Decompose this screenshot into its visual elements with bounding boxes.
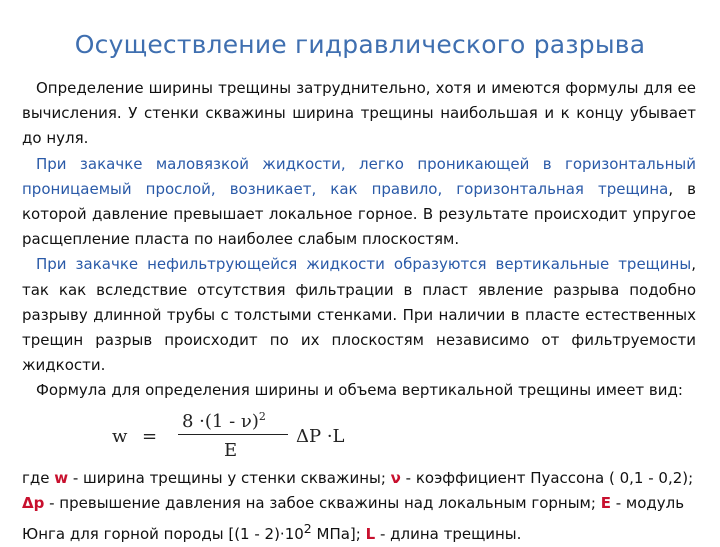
slide-body [22, 76, 696, 547]
legend-text-4: - превышение давления на забое скважины над локальным горным; [44, 493, 601, 512]
formula-equals: = [142, 425, 158, 447]
paragraph-formula-intro: Формула для определения ширины и объема вертикальной трещины имеет вид: [36, 381, 683, 400]
formula-numerator [182, 404, 266, 434]
legend-text-5: - модуль Юнга для горной породы [(1 - 2)·10 [22, 493, 685, 544]
slide-title: Осуществление гидравлического разрыва [74, 30, 646, 59]
legend-text-3: - коэффициент Пуассона ( 0,1 - 0,2); [400, 468, 694, 487]
formula-exponent: 2 [258, 409, 266, 423]
formula-legend [22, 466, 696, 547]
paragraph-crack-width: Определение ширины трещины затруднительно, хотя и имеются формулы для ее вычисления. У стенки скважины ширина трещины наибольшая и к концу убывает до нуля. [22, 79, 696, 148]
legend-text-6: МПа]; [311, 525, 366, 544]
symbol-w: w [54, 468, 69, 487]
formula-numerator-text: 8 ·(1 - ν) [182, 410, 259, 432]
formula-denominator: E [224, 439, 238, 461]
paragraph-vertical-crack [22, 252, 696, 378]
fraction-bar [178, 434, 288, 435]
legend-exponent: 2 [303, 521, 312, 537]
paragraph-vertical-crack-text: , так как вследствие отсутствия фильтрации в пласт явление разрыва подобно разрыву длинной трубы с толстыми стенками. При наличии в пласте естественных трещин разрыв происходит по их плоскостям независимо от фильтруемости жидкости. [22, 255, 696, 375]
legend-text-7: - длина трещины. [375, 525, 522, 544]
paragraph-horizontal-crack-text: , в которой давление превышает локальное горное. В результате происходит упругое расщепление пласта по наиболее слабым плоскостям. [22, 179, 696, 249]
legend-text-2: - ширина трещины у стенки скважины; [68, 468, 391, 487]
highlight-vertical-crack: При закачке нефильтрующейся жидкости образуются вертикальные трещины [36, 255, 692, 274]
symbol-nu: ν [390, 468, 401, 487]
highlight-horizontal-crack: При закачке маловязкой жидкости, легко проникающей в горизонтальный проницаемый прослой, возникает, как правило, горизонтальная трещина [22, 154, 696, 198]
symbol-e: E [600, 493, 611, 512]
symbol-delta-p: Δp [22, 493, 45, 512]
formula-tail: ΔP ·L [296, 425, 345, 447]
crack-width-formula [112, 404, 372, 466]
formula-lhs: w [112, 425, 128, 447]
paragraph-horizontal-crack [22, 152, 696, 253]
symbol-l: L [365, 525, 376, 544]
legend-text-1: где [22, 468, 55, 487]
